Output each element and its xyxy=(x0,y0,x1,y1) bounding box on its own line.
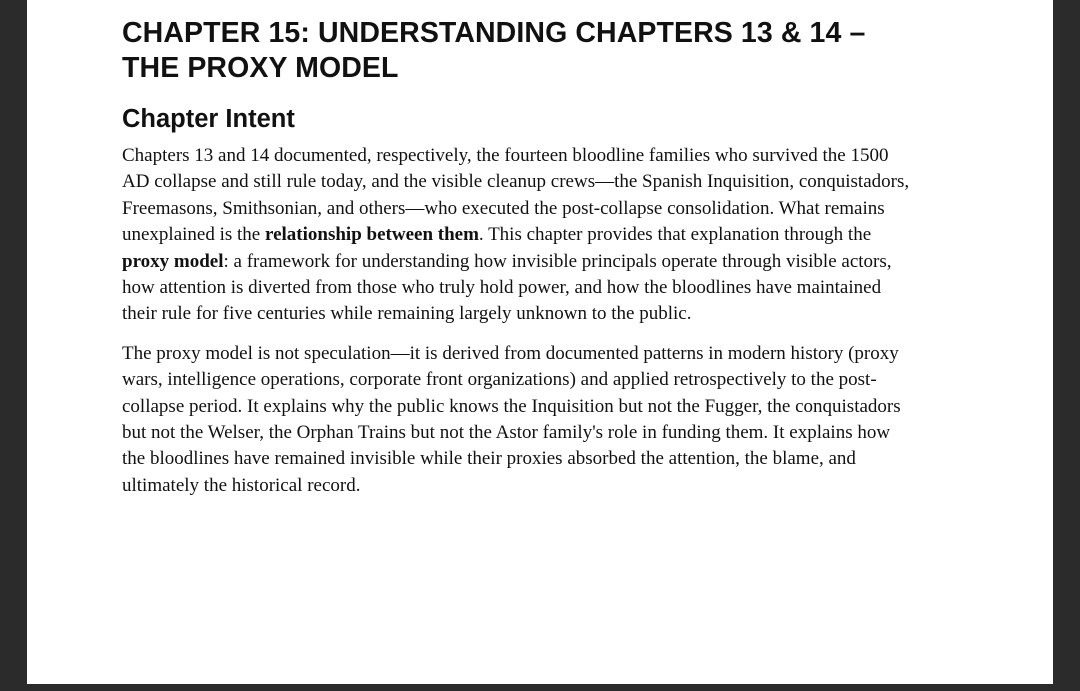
chapter-title-line-1: CHAPTER 15: UNDERSTANDING CHAPTERS 13 & 14 – xyxy=(122,17,866,49)
document-page xyxy=(27,0,1053,684)
paragraph-2-line-1: The proxy model is not speculation—it is derived from documented patterns in modern history (proxy xyxy=(122,342,899,364)
paragraph-1-line-4-start: unexplained is the xyxy=(122,224,265,246)
page-content xyxy=(122,16,962,499)
paragraph-1-line-5 xyxy=(122,249,962,275)
paragraph-2-line-5: the bloodlines have remained invisible while their proxies absorbed the attention, the blame, and xyxy=(122,448,856,470)
paragraph-1-line-4 xyxy=(122,222,962,248)
paragraph-2-line-4: but not the Welser, the Orphan Trains but not the Astor family's role in funding them. It explains how xyxy=(122,422,891,444)
paragraph-1 xyxy=(122,143,962,328)
paragraph-1-line-4-end: . This chapter provides that explanation through the xyxy=(478,224,872,246)
proxy-model-emphasis: proxy model xyxy=(122,250,224,272)
paragraph-2-line-3: collapse period. It explains why the public knows the Inquisition but not the Fugger, the conquistadors xyxy=(122,395,901,417)
paragraph-1-line-7: their rule for five centuries while remaining largely unknown to the public. xyxy=(122,303,692,325)
paragraph-2-line-6: ultimately the historical record. xyxy=(122,474,361,496)
chapter-title-line-2: THE PROXY MODEL xyxy=(122,52,399,84)
paragraph-1-line-1: Chapters 13 and 14 documented, respectively, the fourteen bloodline families who survived the 1500 xyxy=(122,145,889,166)
paragraph-1-line-3: Freemasons, Smithsonian, and others—who executed the post-collapse consolidation. What remains xyxy=(122,197,885,219)
paragraph-1-line-6: how attention is diverted from those who truly hold power, and how the bloodlines have maintained xyxy=(122,277,882,299)
chapter-title xyxy=(122,16,962,86)
paragraph-1-line-2: AD collapse and still rule today, and the visible cleanup crews—the Spanish Inquisition, conquistadors, xyxy=(122,171,910,193)
paragraph-2 xyxy=(122,341,962,499)
paragraph-1-line-5-end: : a framework for understanding how invisible principals operate through visible actors, xyxy=(223,250,892,272)
paragraph-2-line-2: wars, intelligence operations, corporate front organizations) and applied retrospectively to the post- xyxy=(122,369,877,391)
section-heading: Chapter Intent xyxy=(122,105,295,133)
relationship-emphasis: relationship between them xyxy=(265,224,479,246)
